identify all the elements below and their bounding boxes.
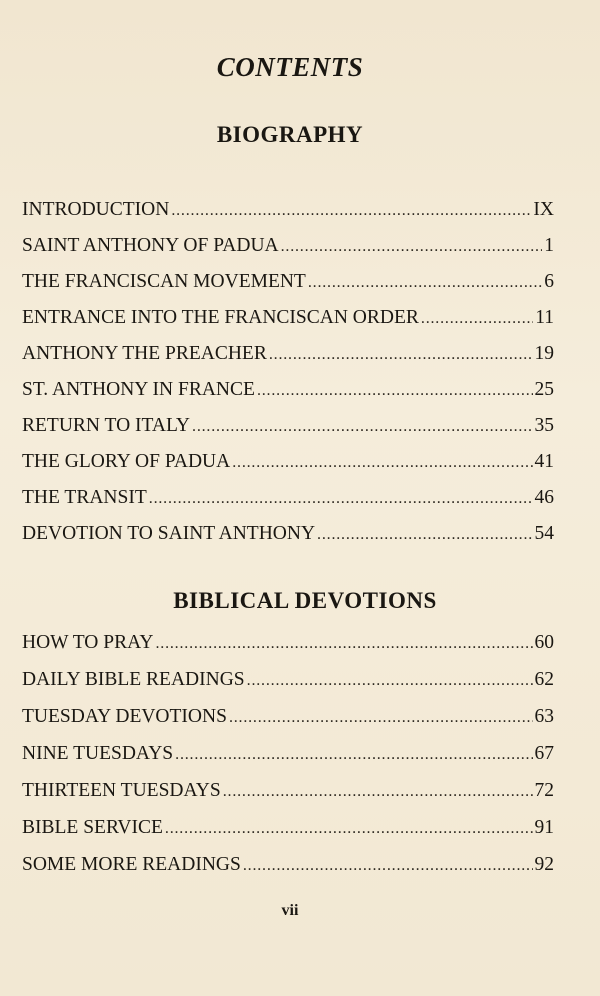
- toc-entry: [22, 630, 554, 656]
- dot-leader: [223, 779, 533, 805]
- section-title-biblical-devotions: BIBLICAL DEVOTIONS: [173, 588, 437, 613]
- toc-entry-title: BIBLE SERVICE: [22, 817, 163, 838]
- toc-entry: [22, 667, 554, 693]
- toc-entry-page: 63: [534, 706, 554, 727]
- toc-entry-page: 46: [534, 487, 554, 508]
- dot-leader: [175, 742, 532, 768]
- toc-entry: [22, 377, 554, 403]
- dot-leader: [317, 522, 532, 548]
- toc-entry-title: ANTHONY THE PREACHER: [22, 343, 267, 364]
- toc-entry-title: DAILY BIBLE READINGS: [22, 669, 245, 690]
- dot-leader: [149, 486, 533, 512]
- toc-entry-title: ENTRANCE INTO THE FRANCISCAN ORDER: [22, 307, 419, 328]
- page-number: vii: [281, 902, 299, 919]
- dot-leader: [229, 705, 533, 731]
- dot-leader: [192, 414, 532, 440]
- toc-entry: [22, 778, 554, 804]
- toc-entry-page: 1: [544, 235, 554, 256]
- dot-leader: [165, 816, 533, 842]
- toc-entry-title: THE FRANCISCAN MOVEMENT: [22, 271, 306, 292]
- section-title-biography: BIOGRAPHY: [216, 122, 364, 147]
- toc-entry-page: 35: [534, 415, 554, 436]
- toc-entry: [22, 449, 554, 475]
- dot-leader: [421, 306, 533, 332]
- toc-entry: [22, 852, 554, 878]
- toc-entry-title: NINE TUESDAYS: [22, 743, 174, 764]
- dot-leader: [281, 234, 543, 260]
- toc-entry: [22, 815, 554, 841]
- dot-leader: [308, 270, 542, 296]
- toc-entry-page: 60: [534, 632, 554, 653]
- toc-entry: [22, 741, 554, 767]
- toc-entry-page: 41: [534, 451, 554, 472]
- toc-entry-page: 6: [544, 271, 554, 292]
- toc-entry: [22, 704, 554, 730]
- toc-entry: [22, 197, 554, 223]
- toc-entry-title: THE TRANSIT: [22, 487, 147, 508]
- toc-entry-page: 72: [534, 780, 554, 801]
- toc-entry: [22, 521, 554, 547]
- toc-entry-title: THIRTEEN TUESDAYS: [22, 780, 221, 801]
- toc-entry-page: 67: [534, 743, 554, 764]
- dot-leader: [247, 668, 533, 694]
- toc-entry: [22, 413, 554, 439]
- toc-entry-title: TUESDAY DEVOTIONS: [22, 706, 227, 727]
- dot-leader: [171, 198, 531, 224]
- toc-entry-page: 19: [534, 343, 554, 364]
- toc-entry-title: INTRODUCTION: [22, 199, 170, 220]
- toc-entry-title: HOW TO PRAY: [22, 632, 154, 653]
- toc-entry-title: DEVOTION TO SAINT ANTHONY: [22, 523, 316, 544]
- toc-entry-page: 91: [534, 817, 554, 838]
- toc-entry-page: 11: [535, 307, 554, 328]
- contents-title: CONTENTS: [216, 52, 364, 82]
- toc-entry-title: SOME MORE READINGS: [22, 854, 241, 875]
- toc-entry-page: 54: [534, 523, 554, 544]
- toc-entry: [22, 233, 554, 259]
- dot-leader: [243, 853, 533, 879]
- toc-entry: [22, 269, 554, 295]
- toc-entry-title: SAINT ANTHONY OF PADUA: [22, 235, 279, 256]
- toc-entry-title: ST. ANTHONY IN FRANCE: [22, 379, 255, 400]
- dot-leader: [269, 342, 533, 368]
- toc-entry-page: 62: [534, 669, 554, 690]
- toc-entry-title: THE GLORY OF PADUA: [22, 451, 231, 472]
- toc-entry-title: RETURN TO ITALY: [22, 415, 191, 436]
- dot-leader: [232, 450, 532, 476]
- dot-leader: [155, 631, 532, 657]
- toc-entry: [22, 341, 554, 367]
- toc-entry: [22, 485, 554, 511]
- toc-entry-page: 92: [534, 854, 554, 875]
- dot-leader: [257, 378, 533, 404]
- toc-entry-page: 25: [534, 379, 554, 400]
- toc-entry: [22, 305, 554, 331]
- toc-entry-page: IX: [533, 199, 554, 220]
